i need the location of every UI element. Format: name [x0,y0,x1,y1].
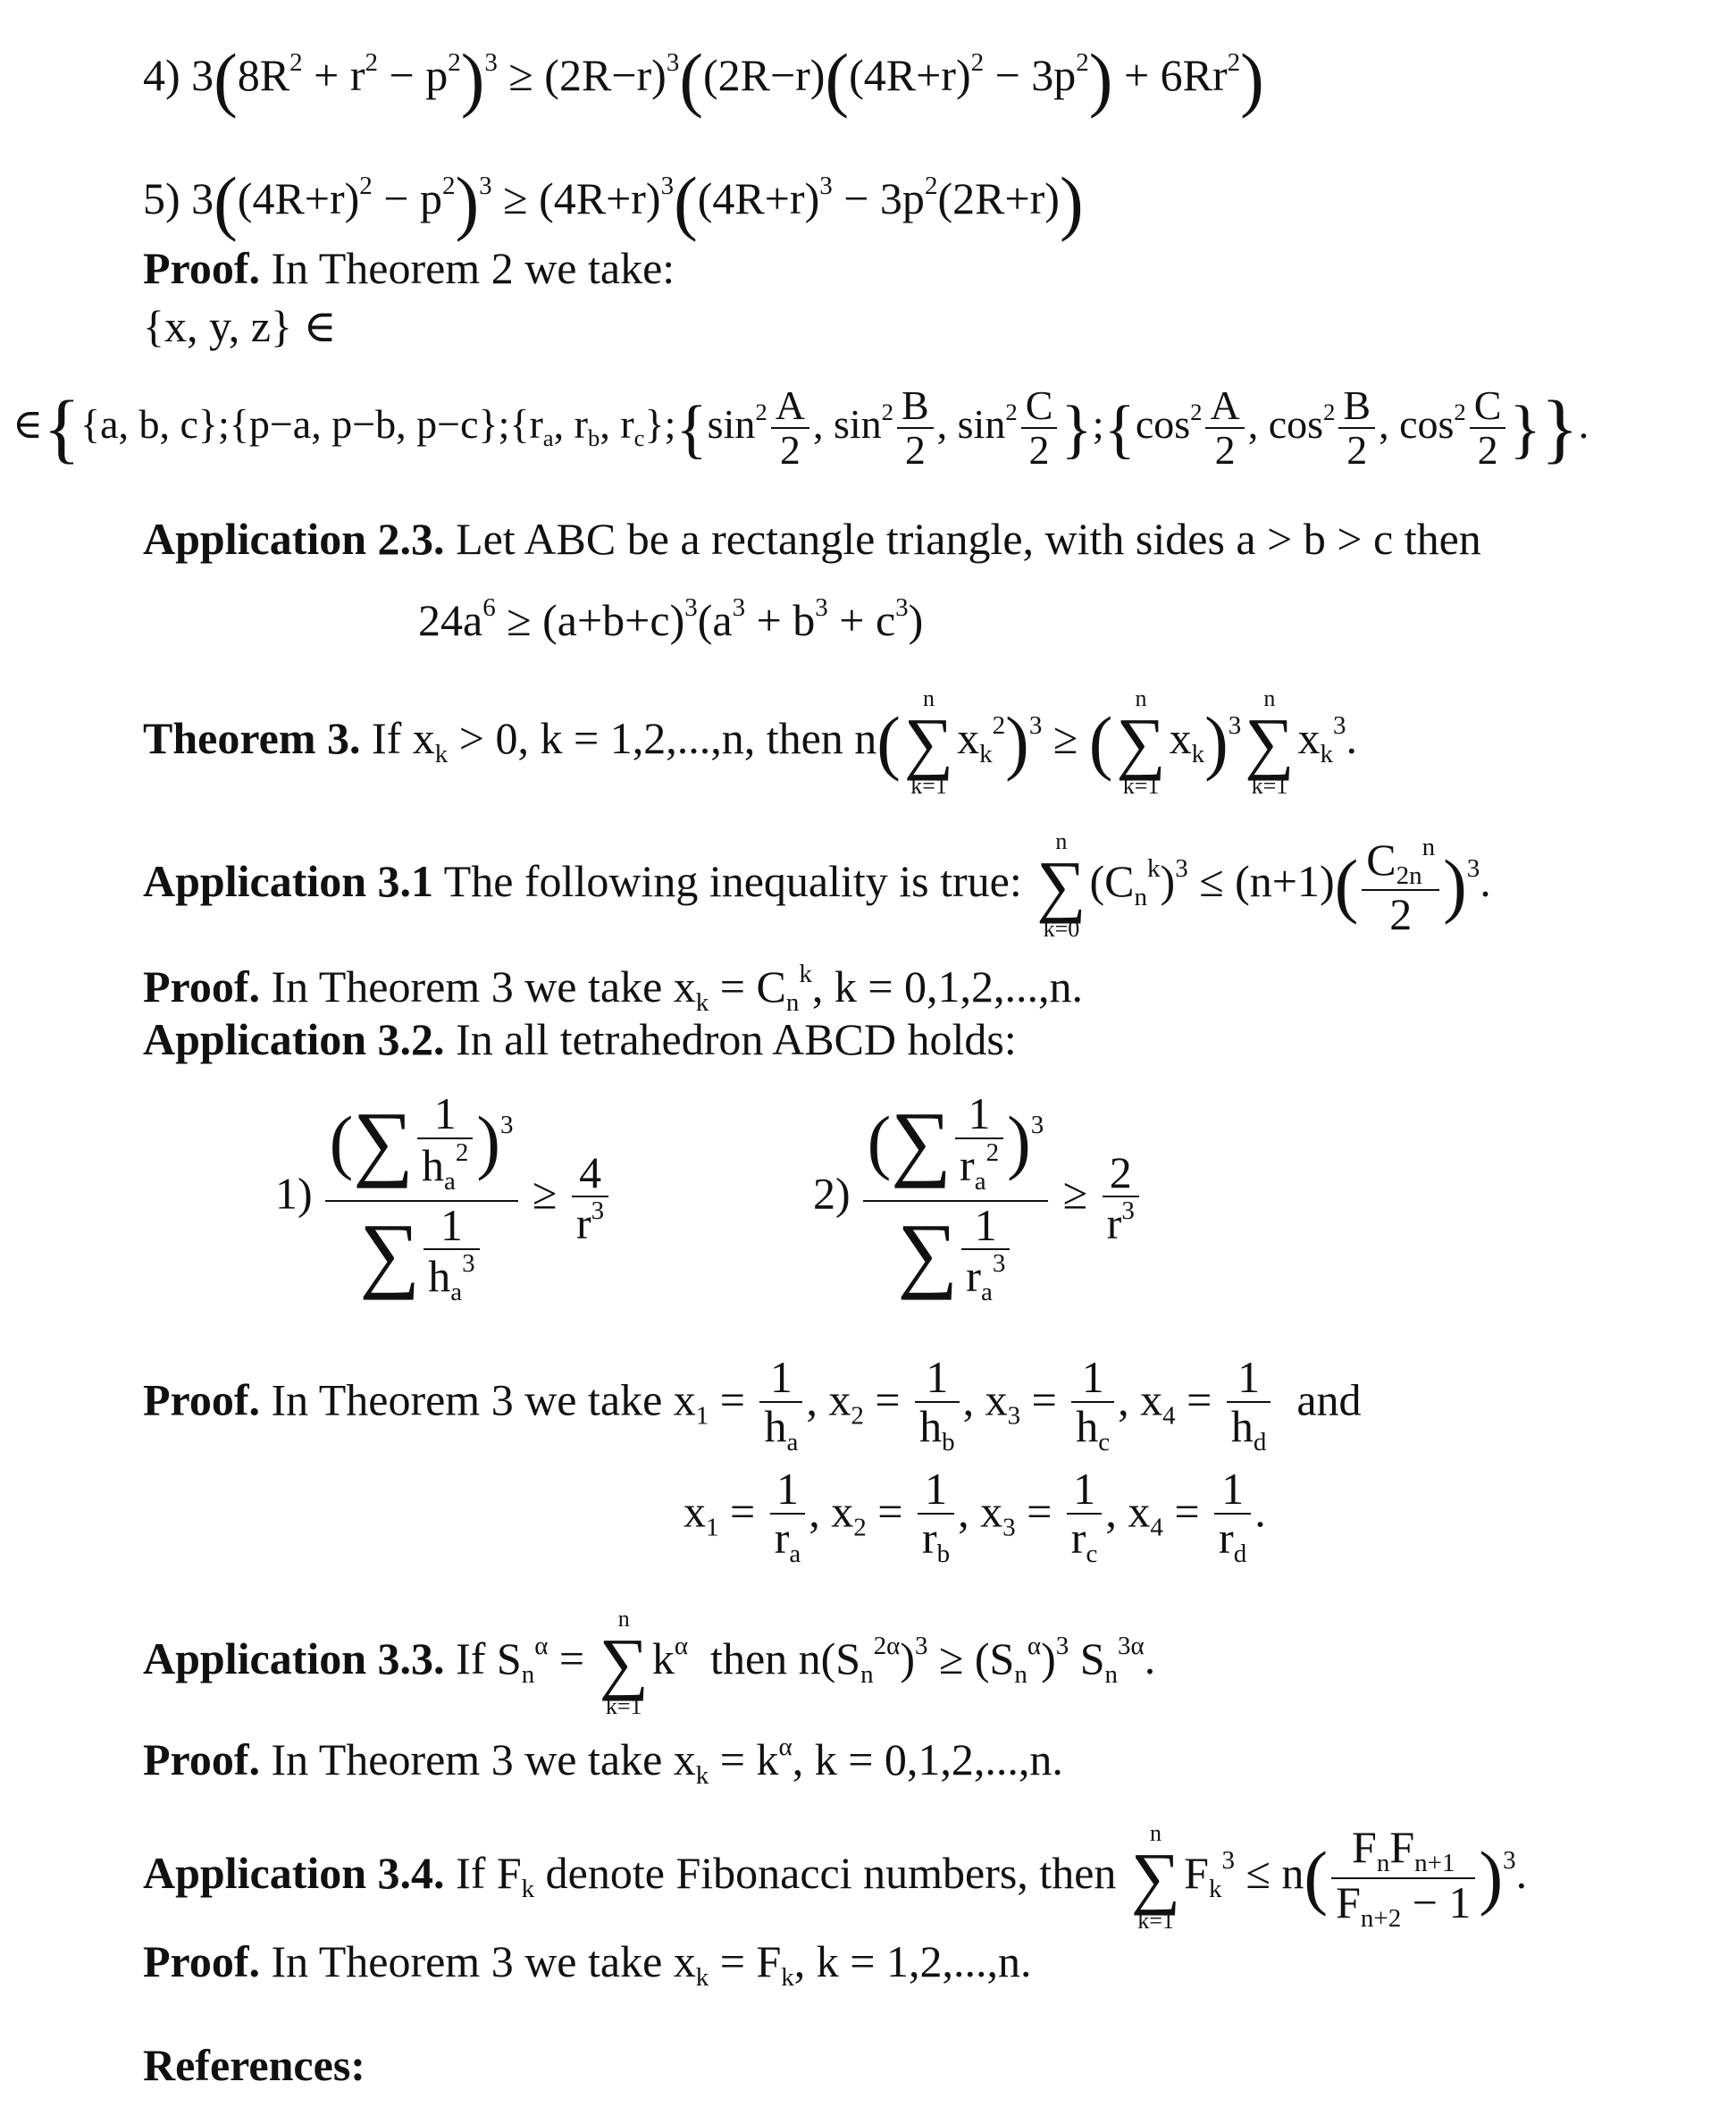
proof-3-2-second: $x_1$ = $\frac{1}{r_a}$ , $x_2$ = $\frac{1}{r_b}$ , $x_3$ = $\frac{1}{r_c}$ , $x_4$ = $\frac{1}{r_d}$ . [683,1464,1266,1568]
thm3-label: Theorem 3. [143,712,361,763]
app23-text: Let ABC be a rectangle triangle, with sides a > b > c then [456,514,1481,564]
proof-theorem-2 [143,241,675,295]
app23-formula: $24a^6 \ge (a+b+c)^3(a^3 + b^3 + c^3)$ [418,593,924,645]
application-3-4: Application 3.4. If $F_k$ denote Fibonacci numbers, then n ∑ k=1 $F_k^3 \le n$( $\frac{F_nF_{n+1}}{F_{n+2} - 1}$ )$^3$. [143,1820,1528,1935]
proof-3-2: Proof. In Theorem 3 we take $x_1$ = $\frac{1}{h_a}$ , $x_2$ = $\frac{1}{h_b}$ , $x_3$ = $\frac{1}{h_c}$ , $x_4$ = $\frac{1}{h_d}$ and [143,1352,1362,1456]
proof-text: In Theorem 2 we take: [271,243,675,293]
proof-3-1: Proof. In Theorem 3 we take $x_k = C_n^k$, k = 0,1,2,...,n. [143,960,1084,1017]
application-2-3 [143,512,1481,566]
app31-text: The following inequality is true: [443,855,1022,906]
app32-text: In all tetrahedron ABCD holds: [456,1014,1017,1064]
proof-label: Proof. [143,961,260,1012]
proof-label: Proof. [143,243,260,293]
proof-3-4: Proof. In Theorem 3 we take $x_k = F_k$, k = 1,2,...,n. [143,1936,1032,1993]
app31-label: Application 3.1 [143,855,434,906]
application-3-2 [143,1012,1017,1066]
app33-then: then [710,1633,788,1683]
proof-label: Proof. [143,1374,260,1425]
app33-if: If [456,1633,486,1683]
set-formula: ∈{{a, b, c};{p−a, p−b, $p-c\};\{r_a$, $r_b$, $r_c\};\{\sin^2$ $\frac{A}{2}$ , $\sin^2$ $\frac{B}{2}$ , $\sin^2$ $\frac{C}{2}$ }$;\{\cos^2$ $\frac{A}{2}$ , $\cos^2$ $\frac{B}{2}$ , $\cos^2$ $\frac{C}{2}$ }}. [13,382,1589,474]
references-heading: References: [143,2040,365,2090]
proof-3-3: Proof. In Theorem 3 we take $x_k = k^\alpha$, k = 0,1,2,...,n. [143,1733,1063,1790]
app33-label: Application 3.3. [143,1633,445,1683]
formula-item-4: 4) $3(8R^2 + r^2 - p^2)^3 \ge (2R-r)^3((2R-r)((4R+r)^2 - 3p^2) + 6Rr^2)$ [143,40,1264,120]
app32-label: Application 3.2. [143,1014,445,1064]
proof-label: Proof. [143,1936,260,1986]
theorem-3: Theorem 3. If $x_k > 0$, k = 1,2,...,n, then n( n ∑ k=1 $x_k^2)^3$ ≥ ( n ∑ k=1 $x_k)^3$ n ∑ k=1 $x_k^3$. [143,685,1358,800]
formula-item-5: 5) $3((4R+r)^2 - p^2)^3 \ge (4R+r)^3((4R+r)^3 - 3p^2(2R+r))$ [143,164,1084,243]
application-3-1: Application 3.1 The following inequality is true: n ∑ k=0 $(C_n^k)^3 \le (n+1)$( $\frac{C_{2n}^n}{2}$ )$^3$. [143,828,1491,943]
app32-formula-1: 1) (∑ $\frac{1}{h_a^2}$ )$^3$ ∑ $\frac{1}{h_a^3}$ ≥ $\frac{4}{r^3}$ [275,1090,612,1306]
app32-formula-2: 2) (∑ $\frac{1}{r_a^2}$ )$^3$ ∑ $\frac{1}{r_a^3}$ ≥ $\frac{2}{r^3}$ [813,1090,1143,1306]
proof32-text: In Theorem 3 we take [271,1374,663,1425]
set-head: {x, y, z} ∈ [143,301,337,351]
app34-label: Application 3.4. [143,1847,445,1898]
app23-label: Application 2.3. [143,514,445,564]
and-text: and [1296,1374,1362,1425]
application-3-3: Application 3.3. If $S_n^\alpha$ = n ∑ k=1 $k^\alpha$ then $n(S_n^{2\alpha})^3 \ge (S_n^\alpha)^3$ $S_n^{3\alpha}$. [143,1606,1156,1720]
proof-label: Proof. [143,1733,260,1784]
